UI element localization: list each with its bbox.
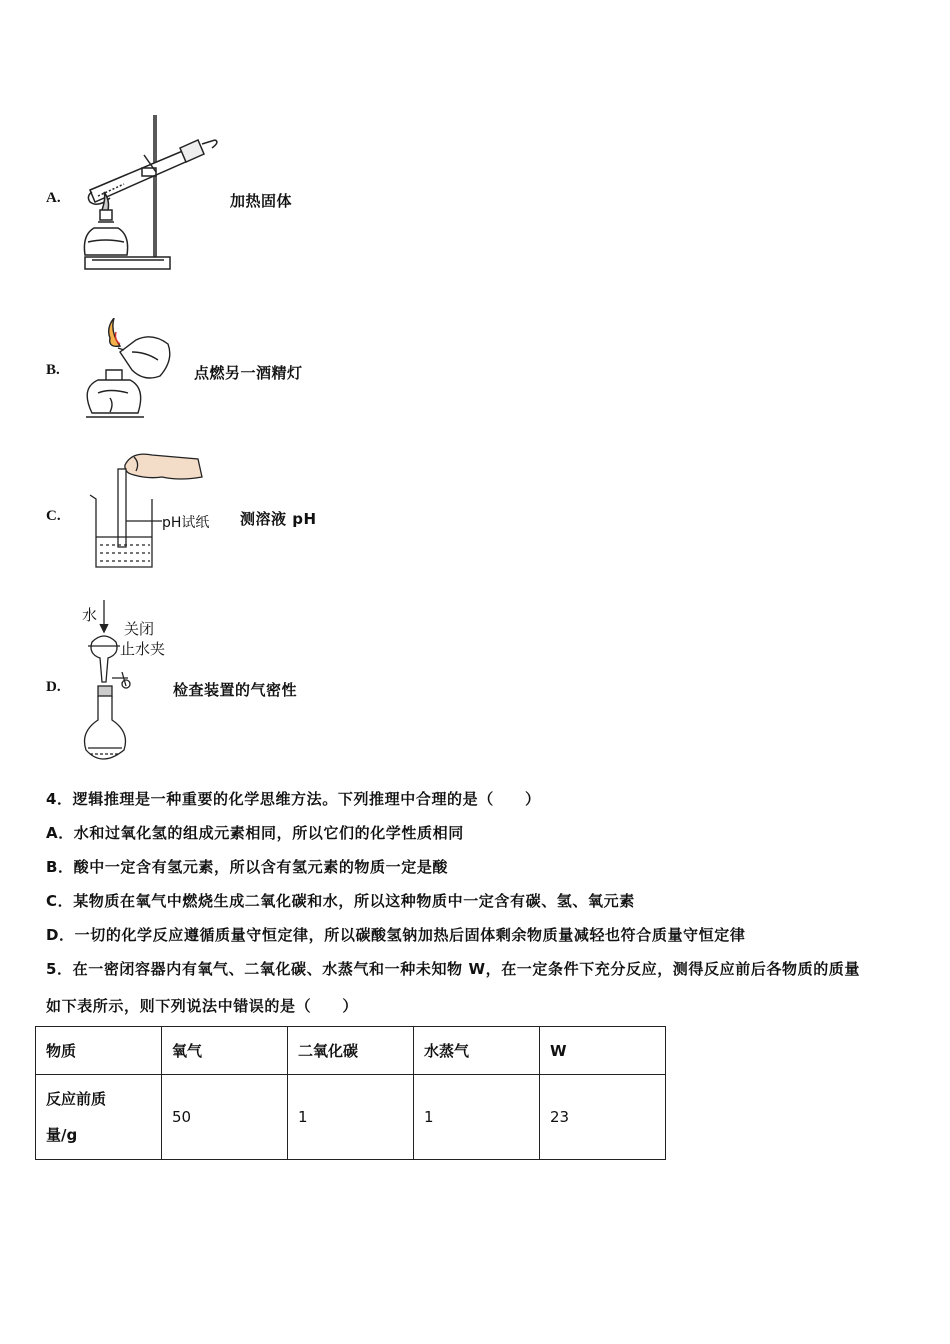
q4-choice-a: A．水和过氧化氢的组成元素相同，所以它们的化学性质相同 [46, 824, 464, 842]
q4-stem: 4．逻辑推理是一种重要的化学思维方法。下列推理中合理的是（ ） [46, 790, 541, 808]
mass-table [35, 1026, 666, 1160]
option-d-letter: D. [46, 679, 61, 695]
test-tube-heating-apparatus-icon [80, 110, 220, 275]
option-a-letter: A. [46, 190, 61, 206]
q4-choice-d: D．一切的化学反应遵循质量守恒定律，所以碳酸氢钠加热后固体剩余物质量减轻也符合质量守恒定律 [46, 926, 746, 944]
table-header-cell: 二氧化碳 [288, 1027, 414, 1075]
table-header-cell: 氧气 [162, 1027, 288, 1075]
ph-paper-beaker-icon [70, 447, 220, 572]
table-header-cell: W [540, 1027, 666, 1075]
flask-airtightness-icon [76, 598, 176, 768]
table-header-cell: 水蒸气 [414, 1027, 540, 1075]
option-d-caption: 检查装置的气密性 [173, 681, 298, 699]
table-header-row [36, 1027, 666, 1075]
clamp-label: 止水夹 [120, 640, 166, 658]
option-b-caption: 点燃另一酒精灯 [194, 364, 303, 382]
table-header-cell: 物质 [36, 1027, 162, 1075]
table-row-label [36, 1075, 162, 1160]
option-a-caption: 加热固体 [230, 192, 293, 210]
table-row [36, 1075, 666, 1160]
option-b-letter: B. [46, 362, 60, 378]
table-cell: 1 [414, 1075, 540, 1160]
table-cell: 1 [288, 1075, 414, 1160]
table-cell: 50 [162, 1075, 288, 1160]
row-label-line1: 反应前质 [46, 1090, 107, 1108]
close-label: 关闭 [124, 620, 155, 638]
q5-stem-line2: 如下表所示，则下列说法中错误的是（ ） [46, 997, 359, 1015]
q4-choice-b: B．酸中一定含有氢元素，所以含有氢元素的物质一定是酸 [46, 858, 449, 876]
table-cell: 23 [540, 1075, 666, 1160]
ph-paper-label: pH试纸 [162, 515, 210, 531]
q4-choice-c: C．某物质在氧气中燃烧生成二氧化碳和水，所以这种物质中一定含有碳、氢、氧元素 [46, 892, 635, 910]
option-c-letter: C. [46, 508, 61, 524]
row-label-line2: 量/g [46, 1126, 78, 1144]
water-label: 水 [82, 606, 98, 624]
q5-stem-line1: 5．在一密闭容器内有氧气、二氧化碳、水蒸气和一种未知物 W，在一定条件下充分反应，测得反应前后各物质的质量 [46, 960, 861, 978]
option-c-caption: 测溶液 pH [240, 510, 317, 528]
alcohol-lamp-lighting-icon [80, 318, 180, 423]
